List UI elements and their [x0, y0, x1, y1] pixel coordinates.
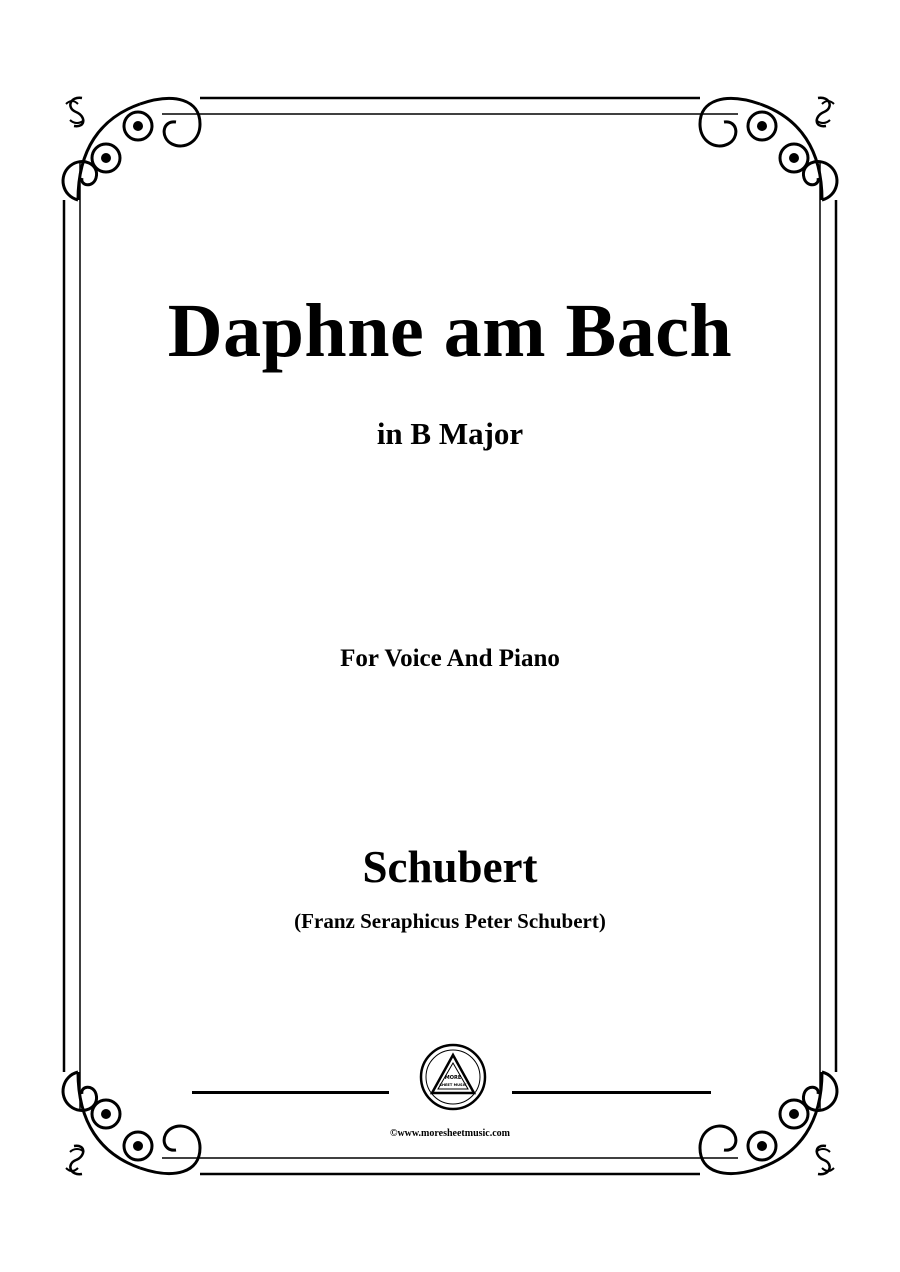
piece-title: Daphne am Bach [167, 289, 733, 373]
corner-ornament-bottom-left [63, 1072, 200, 1174]
composer-full-name: (Franz Seraphicus Peter Schubert) [294, 909, 606, 933]
logo-text-bottom: SHEET MUSIC [439, 1083, 467, 1087]
instrumentation-text: For Voice And Piano [340, 645, 560, 672]
corner-ornament-bottom-right [700, 1072, 837, 1174]
composer-name: Schubert [362, 842, 538, 892]
divider-left [192, 1091, 389, 1094]
corner-ornament-top-left [63, 98, 200, 200]
divider-right [512, 1091, 711, 1094]
copyright-text: ©www.moresheetmusic.com [389, 1128, 511, 1139]
triangle-seal-icon [419, 1043, 487, 1111]
corner-ornament-top-right [700, 98, 837, 200]
key-signature-text: in B Major [376, 416, 524, 451]
logo-text-top: MORE [444, 1075, 462, 1081]
